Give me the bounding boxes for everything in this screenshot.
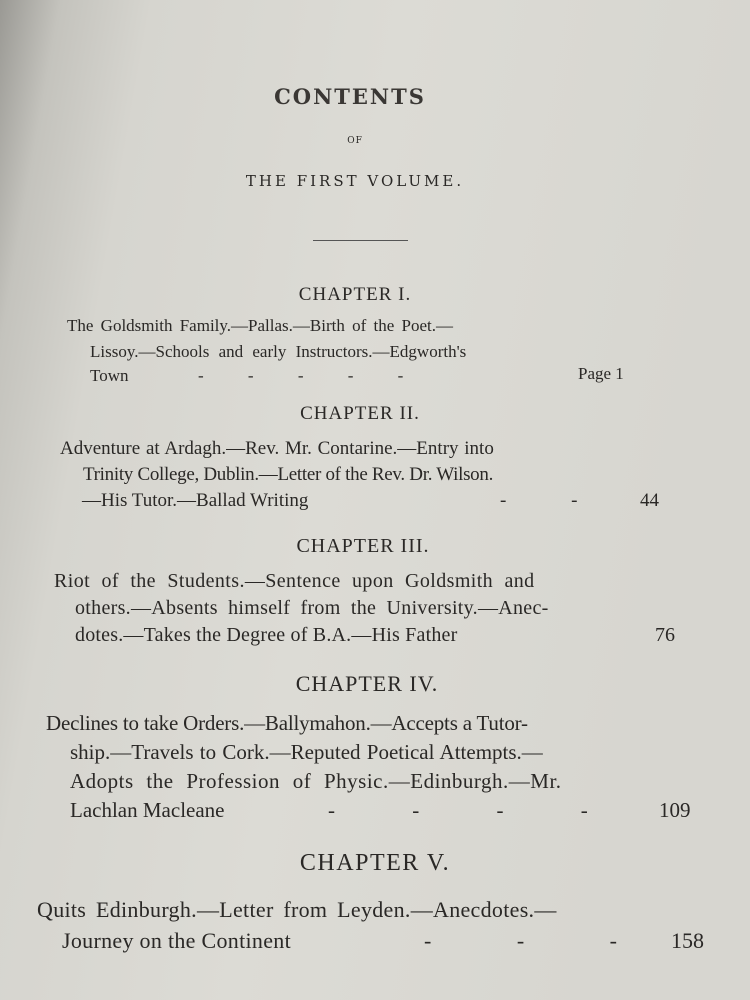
chapter-2-leader: - - (500, 490, 578, 511)
divider-rule (313, 240, 408, 241)
chapter-2-page: 44 (640, 490, 659, 511)
chapter-4-page: 109 (659, 798, 691, 822)
chapter-1-heading: CHAPTER I. (298, 284, 412, 305)
chapter-1-leader: - - - - - (198, 366, 404, 385)
chapter-5-heading: CHAPTER V. (299, 850, 451, 876)
chapter-2-heading: CHAPTER II. (300, 403, 420, 424)
chapter-5-line: Journey on the Continent (62, 928, 292, 953)
contents-of: OF (347, 136, 363, 146)
chapter-2-line: Trinity College, Dublin.—Letter of the Rev. Dr. Wilson. (83, 464, 494, 485)
chapter-3-line: others.—Absents himself from the University.—Anec- (75, 597, 549, 619)
chapter-1-line: The Goldsmith Family.—Pallas.—Birth of the Poet.— (67, 316, 453, 335)
chapter-2-line: Adventure at Ardagh.—Rev. Mr. Contarine.—Entry into (60, 438, 494, 459)
chapter-3-heading: CHAPTER III. (296, 535, 430, 557)
chapter-4-heading: CHAPTER IV. (295, 671, 439, 696)
chapter-5-line: Quits Edinburgh.—Letter from Leyden.—Anecdotes.— (37, 897, 557, 922)
chapter-4-line: Lachlan Macleane (70, 798, 225, 822)
chapter-3-page: 76 (655, 624, 675, 646)
contents-title: CONTENTS (274, 84, 426, 109)
chapter-5-leader: - - - (424, 928, 617, 953)
chapter-3-line: dotes.—Takes the Degree of B.A.—His Father (75, 624, 458, 646)
chapter-1-line: Lissoy.—Schools and early Instructors.—Edgworth's (90, 342, 467, 361)
chapter-2-line: —His Tutor.—Ballad Writing (82, 490, 309, 511)
chapter-4-line: Adopts the Profession of Physic.—Edinburgh.—Mr. (70, 769, 562, 793)
chapter-4-leader: - - - - (328, 798, 588, 822)
volume-title: THE FIRST VOLUME. (245, 172, 465, 190)
chapter-1-page: Page 1 (578, 364, 624, 383)
chapter-4-line: ship.—Travels to Cork.—Reputed Poetical Attempts.— (70, 740, 543, 764)
chapter-3-line: Riot of the Students.—Sentence upon Goldsmith and (54, 570, 535, 592)
chapter-1-line: Town (90, 366, 129, 385)
chapter-4-line: Declines to take Orders.—Ballymahon.—Accepts a Tutor- (46, 711, 528, 735)
chapter-5-page: 158 (671, 928, 704, 953)
